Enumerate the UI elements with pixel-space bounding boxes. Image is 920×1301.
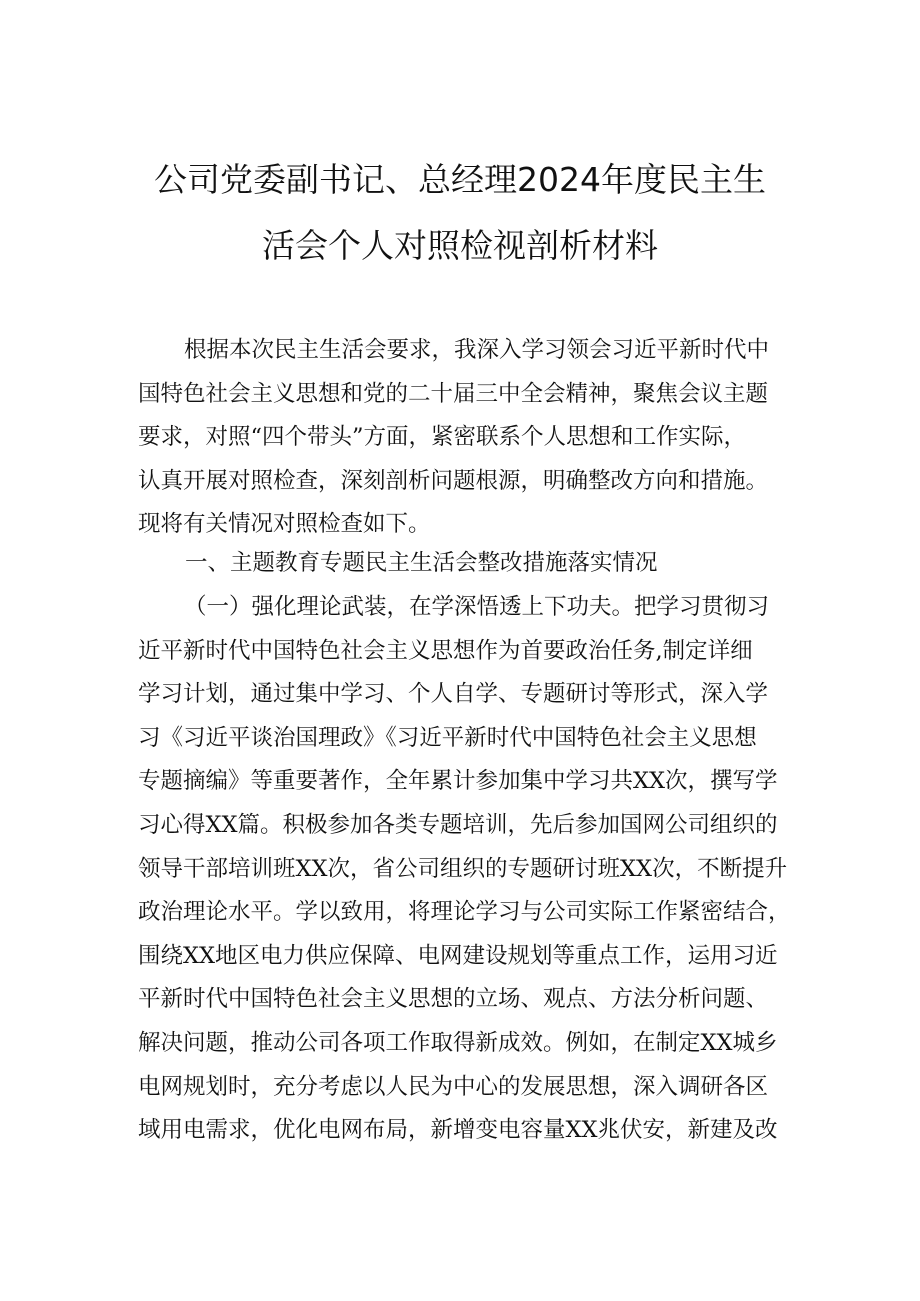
section-1-line: 域用电需求，优化电网布局，新增变电容量XX兆伏安，新建及改 [138, 1117, 778, 1144]
section-1-line: 政治理论水平。学以致用，将理论学习与公司实际工作紧密结合， [138, 899, 791, 926]
section-1-line: 平新时代中国特色社会主义思想的立场、观点、方法分析问题、 [138, 986, 769, 1013]
section-1-line: （一）强化理论武装，在学深悟透上下功夫。把学习贯彻习 [184, 594, 770, 620]
section-1-line: 习心得XX篇。积极参加各类专题培训，先后参加国网公司组织的 [138, 811, 778, 838]
intro-line: 根据本次民主生活会要求，我深入学习领会习近平新时代中 [184, 337, 770, 363]
intro-line: 认真开展对照检查，深刻剖析问题根源，明确整改方向和措施。 [138, 467, 769, 494]
section-1-line: 解决问题，推动公司各项工作取得新成效。例如，在制定XX城乡 [138, 1029, 778, 1056]
section-1-line: 习《习近平谈治国理政》《习近平新时代中国特色社会主义思想 [138, 724, 757, 751]
section-1-line: 近平新时代中国特色社会主义思想作为首要政治任务,制定详细 [138, 637, 753, 664]
section-1-line: 领导干部培训班XX次，省公司组织的专题研讨班XX次，不断提升 [138, 855, 788, 882]
section-heading: 一、主题教育专题民主生活会整改措施落实情况 [185, 550, 658, 576]
intro-paragraph [138, 329, 798, 547]
intro-line: 国特色社会主义思想和党的二十届三中全会精神，聚焦会议主题 [138, 380, 769, 407]
document-title-line-2: 活会个人对照检视剖析材料 [262, 226, 658, 265]
intro-line: 要求，对照“四个带头”方面，紧密联系个人思想和工作实际， [138, 424, 747, 451]
document-title-line-1: 公司党委副书记、总经理2024年度民主生 [154, 160, 766, 199]
section-1-line: 围绕XX地区电力供应保障、电网建设规划等重点工作，运用习近 [138, 942, 778, 969]
section-1-line: 学习计划，通过集中学习、个人自学、专题研讨等形式，深入学 [138, 681, 769, 708]
section-1-paragraph [138, 586, 798, 1153]
section-1-line: 专题摘编》等重要著作，全年累计参加集中学习共XX次，撰写学 [138, 768, 778, 795]
section-1-line: 电网规划时，充分考虑以人民为中心的发展思想，深入调研各区 [138, 1073, 769, 1100]
intro-line: 现将有关情况对照检查如下。 [138, 511, 431, 538]
